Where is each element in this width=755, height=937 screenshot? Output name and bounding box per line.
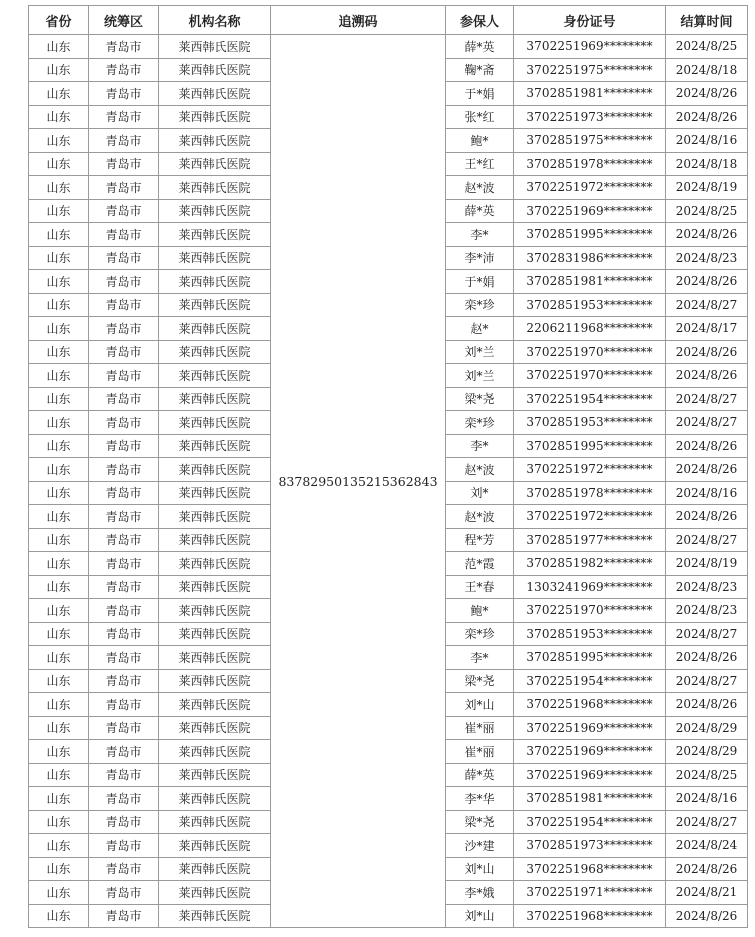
insured-cell: 刘* [446,481,514,505]
institution-cell: 莱西韩氏医院 [159,340,271,364]
institution-cell: 莱西韩氏医院 [159,857,271,881]
id-number-cell: 3702251970******** [514,340,666,364]
region-cell: 青岛市 [89,82,159,106]
region-cell: 青岛市 [89,411,159,435]
region-cell: 青岛市 [89,904,159,928]
header-row [29,6,748,35]
id-number-cell: 3702851977******** [514,528,666,552]
region-cell: 青岛市 [89,528,159,552]
insured-cell: 赵*波 [446,458,514,482]
province-cell: 山东 [29,246,89,270]
id-number-cell: 3702251968******** [514,904,666,928]
insured-cell: 刘*兰 [446,364,514,388]
province-cell: 山东 [29,458,89,482]
province-cell: 山东 [29,646,89,670]
settlement-table [28,5,748,928]
settlement-time-cell: 2024/8/26 [666,364,748,388]
id-number-cell: 3702851995******** [514,434,666,458]
province-cell: 山东 [29,82,89,106]
institution-cell: 莱西韩氏医院 [159,35,271,59]
insured-cell: 刘*山 [446,904,514,928]
settlement-time-cell: 2024/8/26 [666,505,748,529]
settlement-time-cell: 2024/8/26 [666,458,748,482]
insured-cell: 李* [446,434,514,458]
institution-cell: 莱西韩氏医院 [159,246,271,270]
id-number-cell: 3702851975******** [514,129,666,153]
insured-cell: 刘*山 [446,857,514,881]
region-cell: 青岛市 [89,834,159,858]
settlement-time-cell: 2024/8/19 [666,176,748,200]
settlement-time-cell: 2024/8/27 [666,622,748,646]
id-number-cell: 3702851981******** [514,270,666,294]
id-number-cell: 3702851953******** [514,622,666,646]
region-cell: 青岛市 [89,763,159,787]
region-cell: 青岛市 [89,787,159,811]
institution-cell: 莱西韩氏医院 [159,505,271,529]
settlement-time-cell: 2024/8/29 [666,740,748,764]
province-cell: 山东 [29,270,89,294]
header-id-number: 身份证号 [514,6,666,35]
settlement-time-cell: 2024/8/23 [666,575,748,599]
header-region: 统筹区 [89,6,159,35]
insured-cell: 李*娥 [446,881,514,905]
id-number-cell: 3702851982******** [514,552,666,576]
institution-cell: 莱西韩氏医院 [159,411,271,435]
insured-cell: 薛*英 [446,199,514,223]
insured-cell: 范*霞 [446,552,514,576]
insured-cell: 李*沛 [446,246,514,270]
settlement-time-cell: 2024/8/27 [666,669,748,693]
insured-cell: 崔*丽 [446,740,514,764]
region-cell: 青岛市 [89,129,159,153]
insured-cell: 薛*英 [446,763,514,787]
insured-cell: 赵* [446,317,514,341]
region-cell: 青岛市 [89,857,159,881]
province-cell: 山东 [29,152,89,176]
settlement-time-cell: 2024/8/16 [666,129,748,153]
province-cell: 山东 [29,481,89,505]
table-row [29,35,748,59]
insured-cell: 崔*丽 [446,716,514,740]
province-cell: 山东 [29,434,89,458]
id-number-cell: 1303241969******** [514,575,666,599]
province-cell: 山东 [29,575,89,599]
institution-cell: 莱西韩氏医院 [159,716,271,740]
id-number-cell: 2206211968******** [514,317,666,341]
province-cell: 山东 [29,716,89,740]
province-cell: 山东 [29,387,89,411]
trace-code-cell: 83782950135215362843 [271,35,446,928]
id-number-cell: 3702851978******** [514,152,666,176]
region-cell: 青岛市 [89,223,159,247]
institution-cell: 莱西韩氏医院 [159,834,271,858]
province-cell: 山东 [29,904,89,928]
settlement-time-cell: 2024/8/27 [666,528,748,552]
id-number-cell: 3702251971******** [514,881,666,905]
institution-cell: 莱西韩氏医院 [159,810,271,834]
insured-cell: 王*春 [446,575,514,599]
id-number-cell: 3702251954******** [514,669,666,693]
id-number-cell: 3702251969******** [514,763,666,787]
institution-cell: 莱西韩氏医院 [159,528,271,552]
institution-cell: 莱西韩氏医院 [159,434,271,458]
institution-cell: 莱西韩氏医院 [159,199,271,223]
province-cell: 山东 [29,669,89,693]
settlement-time-cell: 2024/8/26 [666,646,748,670]
province-cell: 山东 [29,599,89,623]
insured-cell: 于*娟 [446,270,514,294]
id-number-cell: 3702251970******** [514,599,666,623]
province-cell: 山东 [29,763,89,787]
header-settlement-time: 结算时间 [666,6,748,35]
institution-cell: 莱西韩氏医院 [159,904,271,928]
region-cell: 青岛市 [89,317,159,341]
id-number-cell: 3702251969******** [514,35,666,59]
insured-cell: 刘*山 [446,693,514,717]
region-cell: 青岛市 [89,434,159,458]
insured-cell: 张*红 [446,105,514,129]
institution-cell: 莱西韩氏医院 [159,58,271,82]
region-cell: 青岛市 [89,35,159,59]
settlement-time-cell: 2024/8/19 [666,552,748,576]
institution-cell: 莱西韩氏医院 [159,364,271,388]
province-cell: 山东 [29,857,89,881]
settlement-time-cell: 2024/8/27 [666,387,748,411]
region-cell: 青岛市 [89,881,159,905]
province-cell: 山东 [29,35,89,59]
id-number-cell: 3702851978******** [514,481,666,505]
insured-cell: 梁*尧 [446,387,514,411]
settlement-time-cell: 2024/8/26 [666,105,748,129]
header-insured: 参保人 [446,6,514,35]
province-cell: 山东 [29,528,89,552]
insured-cell: 梁*尧 [446,669,514,693]
settlement-time-cell: 2024/8/26 [666,434,748,458]
settlement-time-cell: 2024/8/23 [666,246,748,270]
id-number-cell: 3702251972******** [514,176,666,200]
id-number-cell: 3702851981******** [514,82,666,106]
region-cell: 青岛市 [89,646,159,670]
region-cell: 青岛市 [89,693,159,717]
province-cell: 山东 [29,622,89,646]
settlement-time-cell: 2024/8/27 [666,411,748,435]
region-cell: 青岛市 [89,481,159,505]
region-cell: 青岛市 [89,810,159,834]
insured-cell: 于*娟 [446,82,514,106]
province-cell: 山东 [29,552,89,576]
settlement-time-cell: 2024/8/24 [666,834,748,858]
region-cell: 青岛市 [89,293,159,317]
header-trace-code: 追溯码 [271,6,446,35]
settlement-time-cell: 2024/8/27 [666,293,748,317]
province-cell: 山东 [29,105,89,129]
province-cell: 山东 [29,340,89,364]
region-cell: 青岛市 [89,105,159,129]
region-cell: 青岛市 [89,199,159,223]
institution-cell: 莱西韩氏医院 [159,176,271,200]
insured-cell: 赵*波 [446,505,514,529]
institution-cell: 莱西韩氏医院 [159,599,271,623]
province-cell: 山东 [29,317,89,341]
id-number-cell: 3702251970******** [514,364,666,388]
id-number-cell: 3702831986******** [514,246,666,270]
settlement-time-cell: 2024/8/26 [666,693,748,717]
region-cell: 青岛市 [89,669,159,693]
region-cell: 青岛市 [89,58,159,82]
institution-cell: 莱西韩氏医院 [159,693,271,717]
insured-cell: 沙*建 [446,834,514,858]
province-cell: 山东 [29,881,89,905]
settlement-time-cell: 2024/8/26 [666,270,748,294]
settlement-time-cell: 2024/8/29 [666,716,748,740]
insured-cell: 薛*英 [446,35,514,59]
settlement-time-cell: 2024/8/26 [666,82,748,106]
settlement-time-cell: 2024/8/17 [666,317,748,341]
institution-cell: 莱西韩氏医院 [159,787,271,811]
institution-cell: 莱西韩氏医院 [159,152,271,176]
id-number-cell: 3702251968******** [514,693,666,717]
id-number-cell: 3702251969******** [514,740,666,764]
settlement-time-cell: 2024/8/26 [666,340,748,364]
province-cell: 山东 [29,364,89,388]
id-number-cell: 3702251969******** [514,199,666,223]
institution-cell: 莱西韩氏医院 [159,223,271,247]
id-number-cell: 3702251972******** [514,505,666,529]
institution-cell: 莱西韩氏医院 [159,481,271,505]
settlement-time-cell: 2024/8/26 [666,904,748,928]
insured-cell: 刘*兰 [446,340,514,364]
insured-cell: 鲍* [446,129,514,153]
id-number-cell: 3702851953******** [514,293,666,317]
province-cell: 山东 [29,411,89,435]
id-number-cell: 3702851995******** [514,223,666,247]
region-cell: 青岛市 [89,740,159,764]
insured-cell: 鲍* [446,599,514,623]
id-number-cell: 3702251973******** [514,105,666,129]
settlement-time-cell: 2024/8/21 [666,881,748,905]
region-cell: 青岛市 [89,622,159,646]
institution-cell: 莱西韩氏医院 [159,552,271,576]
region-cell: 青岛市 [89,505,159,529]
id-number-cell: 3702251975******** [514,58,666,82]
province-cell: 山东 [29,223,89,247]
id-number-cell: 3702251968******** [514,857,666,881]
province-cell: 山东 [29,505,89,529]
region-cell: 青岛市 [89,387,159,411]
insured-cell: 程*芳 [446,528,514,552]
institution-cell: 莱西韩氏医院 [159,458,271,482]
province-cell: 山东 [29,740,89,764]
region-cell: 青岛市 [89,270,159,294]
id-number-cell: 3702251972******** [514,458,666,482]
region-cell: 青岛市 [89,246,159,270]
settlement-time-cell: 2024/8/23 [666,599,748,623]
province-cell: 山东 [29,199,89,223]
settlement-time-cell: 2024/8/16 [666,481,748,505]
id-number-cell: 3702251954******** [514,387,666,411]
institution-cell: 莱西韩氏医院 [159,575,271,599]
header-institution: 机构名称 [159,6,271,35]
id-number-cell: 3702851973******** [514,834,666,858]
province-cell: 山东 [29,693,89,717]
insured-cell: 李* [446,223,514,247]
settlement-time-cell: 2024/8/26 [666,223,748,247]
insured-cell: 赵*波 [446,176,514,200]
institution-cell: 莱西韩氏医院 [159,129,271,153]
settlement-time-cell: 2024/8/26 [666,857,748,881]
institution-cell: 莱西韩氏医院 [159,881,271,905]
settlement-time-cell: 2024/8/16 [666,787,748,811]
insured-cell: 栾*珍 [446,622,514,646]
province-cell: 山东 [29,176,89,200]
region-cell: 青岛市 [89,599,159,623]
id-number-cell: 3702851953******** [514,411,666,435]
id-number-cell: 3702251954******** [514,810,666,834]
id-number-cell: 3702251969******** [514,716,666,740]
settlement-time-cell: 2024/8/18 [666,58,748,82]
institution-cell: 莱西韩氏医院 [159,82,271,106]
region-cell: 青岛市 [89,152,159,176]
institution-cell: 莱西韩氏医院 [159,293,271,317]
settlement-time-cell: 2024/8/25 [666,763,748,787]
insured-cell: 李*华 [446,787,514,811]
region-cell: 青岛市 [89,340,159,364]
settlement-time-cell: 2024/8/18 [666,152,748,176]
region-cell: 青岛市 [89,458,159,482]
insured-cell: 李* [446,646,514,670]
institution-cell: 莱西韩氏医院 [159,646,271,670]
settlement-time-cell: 2024/8/25 [666,199,748,223]
province-cell: 山东 [29,293,89,317]
institution-cell: 莱西韩氏医院 [159,105,271,129]
region-cell: 青岛市 [89,364,159,388]
insured-cell: 栾*珍 [446,411,514,435]
province-cell: 山东 [29,129,89,153]
id-number-cell: 3702851981******** [514,787,666,811]
province-cell: 山东 [29,787,89,811]
insured-cell: 王*红 [446,152,514,176]
province-cell: 山东 [29,810,89,834]
region-cell: 青岛市 [89,176,159,200]
institution-cell: 莱西韩氏医院 [159,270,271,294]
province-cell: 山东 [29,58,89,82]
region-cell: 青岛市 [89,575,159,599]
institution-cell: 莱西韩氏医院 [159,317,271,341]
insured-cell: 梁*尧 [446,810,514,834]
institution-cell: 莱西韩氏医院 [159,669,271,693]
region-cell: 青岛市 [89,716,159,740]
institution-cell: 莱西韩氏医院 [159,740,271,764]
settlement-time-cell: 2024/8/27 [666,810,748,834]
institution-cell: 莱西韩氏医院 [159,622,271,646]
province-cell: 山东 [29,834,89,858]
header-province: 省份 [29,6,89,35]
insured-cell: 鞠*斋 [446,58,514,82]
insured-cell: 栾*珍 [446,293,514,317]
institution-cell: 莱西韩氏医院 [159,387,271,411]
region-cell: 青岛市 [89,552,159,576]
institution-cell: 莱西韩氏医院 [159,763,271,787]
id-number-cell: 3702851995******** [514,646,666,670]
settlement-time-cell: 2024/8/25 [666,35,748,59]
